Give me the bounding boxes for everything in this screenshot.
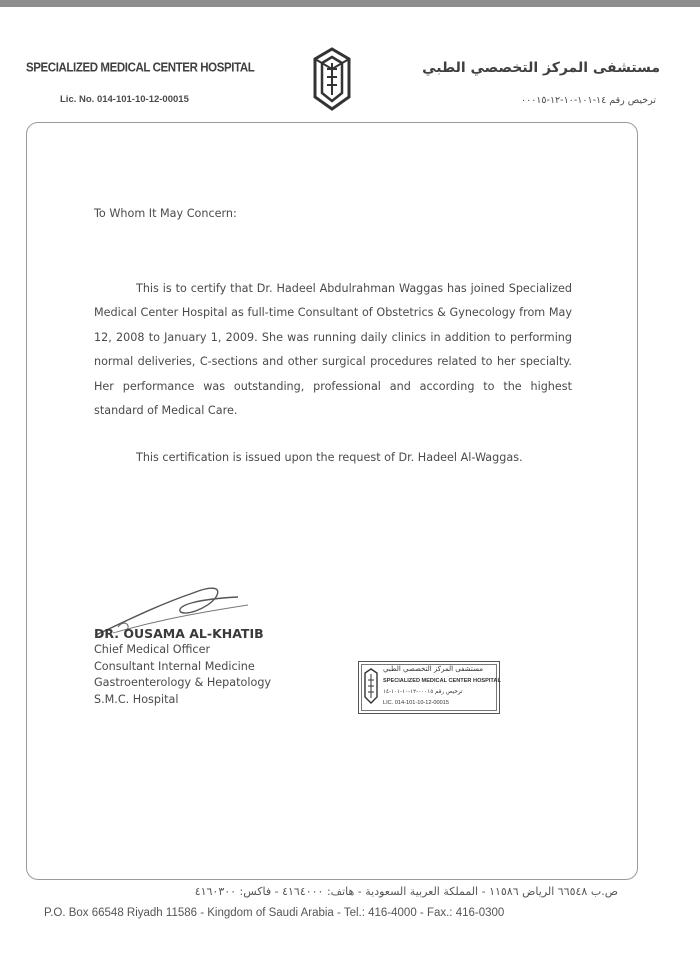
signer-title-line: Chief Medical Officer	[94, 643, 211, 656]
signer-title-line: Gastroenterology & Hepatology	[94, 676, 272, 690]
stamp-license-ar: ترخيص رقم ٠٠٠١٥-١٢-١٠-١٠١-١٤	[383, 689, 463, 695]
hospital-name-en: SPECIALIZED MEDICAL CENTER HOSPITAL	[26, 61, 255, 75]
footer-address-en: P.O. Box 66548 Riyadh 11586 - Kingdom of Saudi Arabia - Tel.: 416-4000 - Fax.: 416-0300	[44, 907, 505, 919]
license-number-en: Lic. No. 014-101-10-12-00015	[60, 94, 189, 105]
stamp-name-ar: مستشفى المركز التخصصي الطبي	[383, 665, 484, 673]
salutation: To Whom It May Concern:	[94, 207, 237, 220]
signer-title-line: Consultant Internal Medicine	[94, 659, 255, 673]
scan-top-edge	[0, 0, 700, 7]
certificate-body: This is to certify that Dr. Hadeel Abdulrahman Waggas has joined Specialized Medical Center Hospital as full-time Consultant of Obstetrics & Gynecology from May 12, 2008 to January 1, 2009. She was running daily clinics in addition to performing normal deliveries, C-sections and other surgical procedures related to her specialty. Her performance was outstanding, professional and according to the highest standard of Medical Care.	[94, 282, 572, 418]
license-number-ar: ترخيص رقم ١٤-١٠١-١٠-١٢-٠٠٠١٥	[521, 95, 656, 106]
hospital-emblem-icon	[311, 47, 353, 113]
signer-name: DR. OUSAMA AL-KHATIB	[94, 626, 264, 641]
letter-frame	[26, 122, 638, 880]
signer-title-line: S.M.C. Hospital	[94, 692, 179, 706]
signer-title-list	[94, 643, 271, 709]
hospital-name-ar: مستشفى المركز التخصصي الطبي	[422, 60, 660, 76]
issued-note: This certification is issued upon the request of Dr. Hadeel Al-Waggas.	[136, 451, 523, 464]
footer-address-ar: ص.ب ٦٦٥٤٨ الرياض ١١٥٨٦ - المملكة العربية السعودية - هاتف: ٤١٦٤٠٠٠ - فاكس: ٤١٦٠٣٠٠	[194, 885, 618, 898]
stamp-emblem-icon	[364, 668, 378, 704]
stamp-name-en: SPECIALIZED MEDICAL CENTER HOSPITAL	[383, 678, 501, 684]
stamp-license-en: LIC. 014-101-10-12-00015	[383, 700, 449, 706]
hospital-stamp	[358, 661, 500, 714]
